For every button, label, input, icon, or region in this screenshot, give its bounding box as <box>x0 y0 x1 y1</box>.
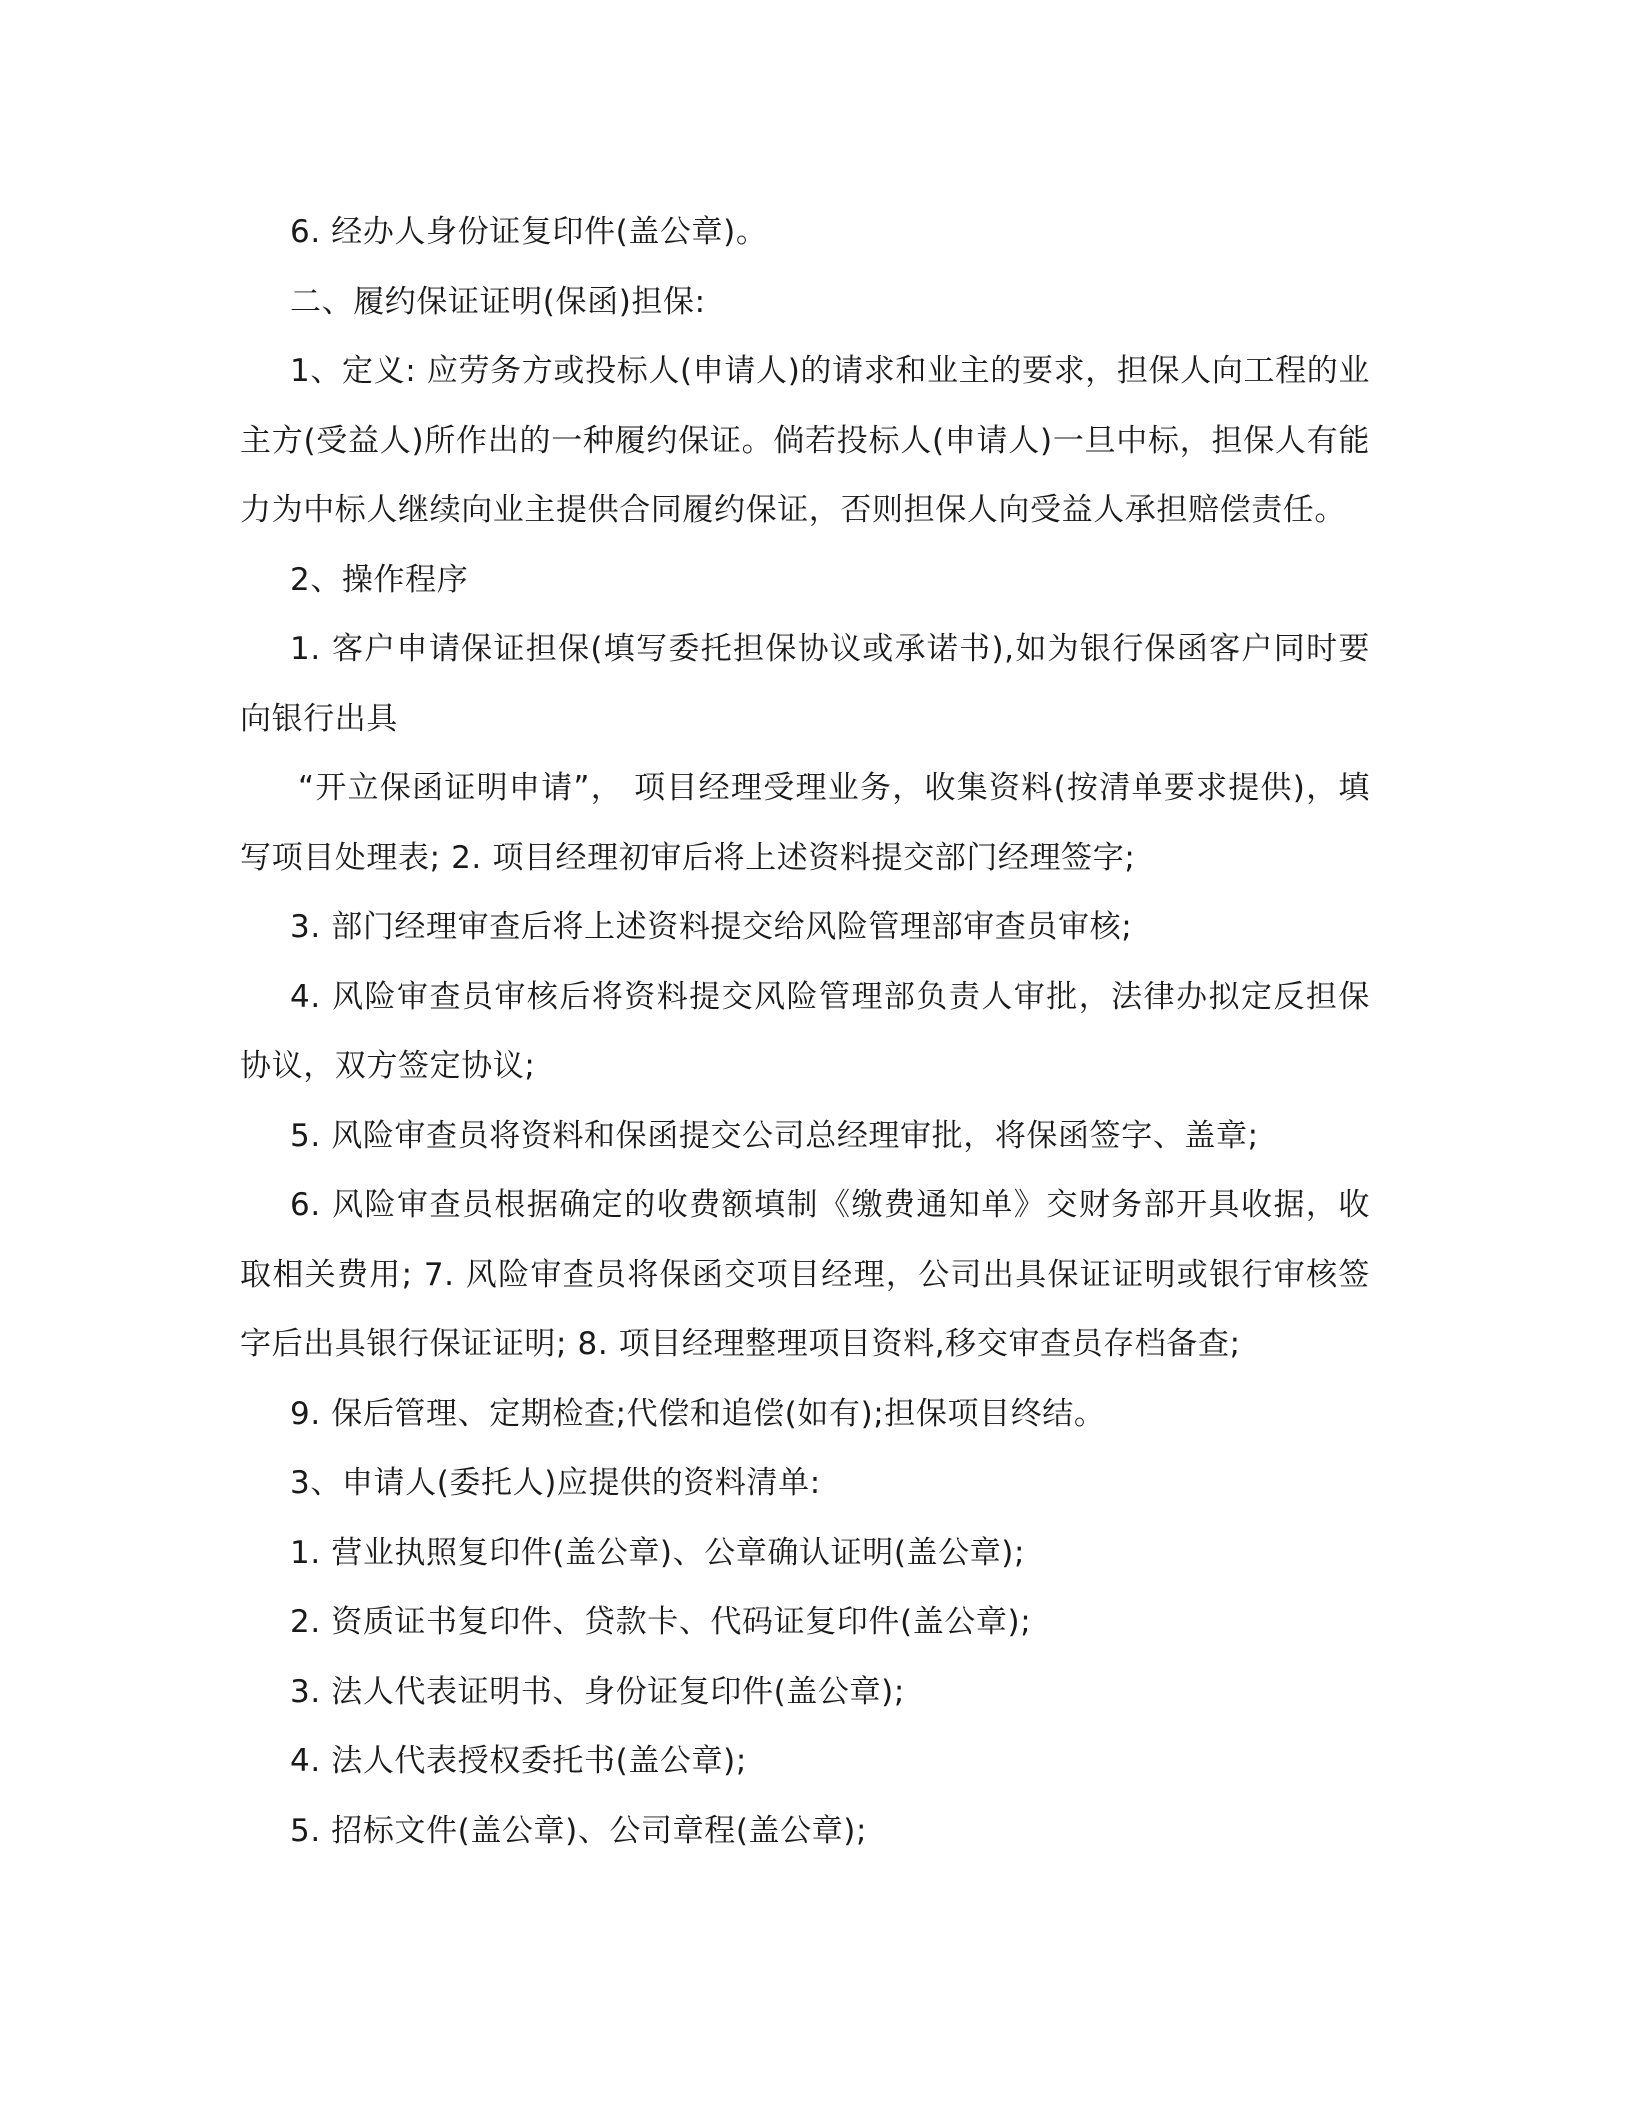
paragraph-item-6-id-copy: 6. 经办人身份证复印件(盖公章)。 <box>290 214 768 250</box>
list-item-legal-representative: 3. 法人代表证明书、身份证复印件(盖公章); <box>290 1673 905 1710</box>
list-item-business-license: 1. 营业执照复印件(盖公章)、公章确认证明(盖公章); <box>290 1534 1026 1571</box>
paragraph-step-1: 1. 客户申请保证担保(填写委托担保协议或承诺书),如为银行保函客户同时要向银行出具 <box>240 631 1370 737</box>
document-body <box>240 198 1370 1866</box>
paragraph-step-5: 5. 风险审查员将资料和保函提交公司总经理审批，将保函签字、盖章; <box>290 1117 1259 1154</box>
list-item-authorization-letter: 4. 法人代表授权委托书(盖公章); <box>290 1743 747 1779</box>
subheading-materials-list: 3、申请人(委托人)应提供的资料清单: <box>290 1465 821 1501</box>
paragraph-step-4: 4. 风险审查员审核后将资料提交风险管理部负责人审批，法律办拟定反担保协议，双方签定协议; <box>240 978 1370 1084</box>
subheading-procedure: 2、操作程序 <box>290 561 469 598</box>
paragraph-step-6-8: 6. 风险审查员根据确定的收费额填制《缴费通知单》交财务部开具收据，收取相关费用; 7. 风险审查员将保函交项目经理，公司出具保证证明或银行审核签字后出具银行保证证明; 8. 项目经理整理项目资料,移交审查员存档备查; <box>240 1187 1370 1362</box>
section-heading-performance-guarantee: 二、履约保证证明(保函)担保: <box>290 283 706 320</box>
paragraph-step-3: 3. 部门经理审查后将上述资料提交给风险管理部审查员审核; <box>290 909 1133 945</box>
list-item-tender-documents: 5. 招标文件(盖公章)、公司章程(盖公章); <box>290 1812 868 1849</box>
paragraph-step-1-continued: “开立保函证明申请”， 项目经理受理业务，收集资料(按清单要求提供)，填写项目处理表; 2. 项目经理初审后将上述资料提交部门经理签字; <box>240 770 1370 876</box>
paragraph-step-9: 9. 保后管理、定期检查;代偿和追偿(如有);担保项目终结。 <box>290 1395 1106 1432</box>
paragraph-definition: 1、定义: 应劳务方或投标人(申请人)的请求和业主的要求，担保人向工程的业主方(受益人)所作出的一种履约保证。倘若投标人(申请人)一旦中标，担保人有能力为中标人继续向业主提供合同履约保证，否则担保人向受益人承担赔偿责任。 <box>240 353 1370 528</box>
list-item-qualification-certificate: 2. 资质证书复印件、贷款卡、代码证复印件(盖公章); <box>290 1604 1032 1640</box>
